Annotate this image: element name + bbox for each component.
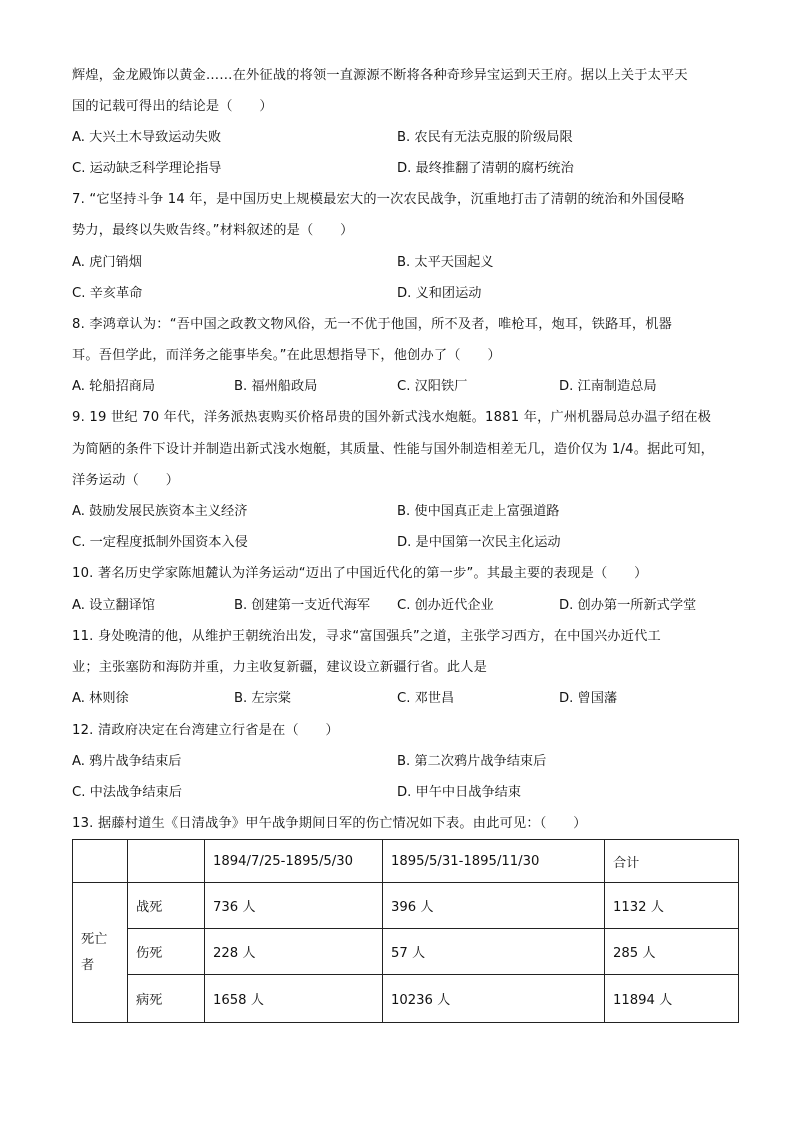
q11-option-d[interactable]: D. 曾国藩 <box>559 691 618 706</box>
q7-option-c[interactable]: C. 辛亥革命 <box>72 286 143 301</box>
table-cell: 10236 人 <box>383 975 605 1023</box>
table-cell: 1132 人 <box>605 883 739 929</box>
q12-options-row-2 <box>72 783 738 803</box>
q12-option-b[interactable]: B. 第二次鸦片战争结束后 <box>397 754 547 769</box>
q9-option-c[interactable]: C. 一定程度抵制外国资本入侵 <box>72 535 248 550</box>
q10-stem-line-1: 10. 著名历史学家陈旭麓认为洋务运动“迈出了中国近代化的第一步”。其最主要的表现是（ ） <box>72 566 648 581</box>
q10-option-d[interactable]: D. 创办第一所新式学堂 <box>559 598 697 613</box>
q9-option-d[interactable]: D. 是中国第一次民主化运动 <box>397 535 561 550</box>
table-row <box>73 929 739 975</box>
q12-options-row-1 <box>72 752 738 772</box>
table-header-cell: 1895/5/31-1895/11/30 <box>383 840 605 883</box>
q6-stem-line-1: 辉煌，金龙殿饰以黄金……在外征战的将领一直源源不断将各种奇珍异宝运到天王府。据以上关于太平天 <box>72 68 688 83</box>
q11-option-b[interactable]: B. 左宗棠 <box>234 691 291 706</box>
table-cell: 1658 人 <box>205 975 383 1023</box>
q10-option-b[interactable]: B. 创建第一支近代海军 <box>234 598 371 613</box>
table-cell: 228 人 <box>205 929 383 975</box>
table-header-cell <box>73 840 128 883</box>
q6-options-row-2 <box>72 159 738 179</box>
q9-stem-line-2: 为简陋的条件下设计并制造出新式浅水炮艇，其质量、性能与国外制造相差无几，造价仅为 1/4。据此可知， <box>72 442 715 457</box>
q11-stem-line-1: 11. 身处晚清的他，从维护王朝统治出发，寻求“富国强兵”之道，主张学习西方，在中国兴办近代工 <box>72 629 661 644</box>
q6-option-d[interactable]: D. 最终推翻了清朝的腐朽统治 <box>397 161 574 176</box>
q11-option-a[interactable]: A. 林则徐 <box>72 691 129 706</box>
table-row <box>73 883 739 929</box>
table-cell: 伤死 <box>128 929 205 975</box>
group-label: 死亡者 <box>81 931 108 973</box>
table-cell: 11894 人 <box>605 975 739 1023</box>
table-header-cell: 1894/7/25-1895/5/30 <box>205 840 383 883</box>
q7-options-row-2 <box>72 284 738 304</box>
table-cell: 396 人 <box>383 883 605 929</box>
q6-option-b[interactable]: B. 农民有无法克服的阶级局限 <box>397 130 573 145</box>
q13-stem-line-1: 13. 据藤村道生《日清战争》甲午战争期间日军的伤亡情况如下表。由此可见：（ ） <box>72 816 587 831</box>
q7-stem-line-2: 势力，最终以失败告终。”材料叙述的是（ ） <box>72 223 354 238</box>
q6-option-c[interactable]: C. 运动缺乏科学理论指导 <box>72 161 222 176</box>
q6-option-a[interactable]: A. 大兴土木导致运动失败 <box>72 130 222 145</box>
table-cell: 57 人 <box>383 929 605 975</box>
q6-stem-line-2: 国的记载可得出的结论是（ ） <box>72 99 273 114</box>
q12-option-c[interactable]: C. 中法战争结束后 <box>72 785 182 800</box>
q10-option-a[interactable]: A. 设立翻译馆 <box>72 598 156 613</box>
q8-stem-line-2: 耳。吾但学此，而洋务之能事毕矣。”在此思想指导下，他创办了（ ） <box>72 348 501 363</box>
q8-option-b[interactable]: B. 福州船政局 <box>234 379 318 394</box>
table-row <box>73 975 739 1023</box>
q12-option-d[interactable]: D. 甲午中日战争结束 <box>397 785 522 800</box>
group-label-cell <box>73 883 128 1023</box>
q12-stem-line-1: 12. 清政府决定在台湾建立行省是在（ ） <box>72 723 339 738</box>
q7-option-b[interactable]: B. 太平天国起义 <box>397 255 494 270</box>
q8-options-row <box>72 377 738 397</box>
table-cell: 285 人 <box>605 929 739 975</box>
q9-options-row-2 <box>72 533 738 553</box>
q9-option-b[interactable]: B. 使中国真正走上富强道路 <box>397 504 560 519</box>
q10-option-c[interactable]: C. 创办近代企业 <box>397 598 494 613</box>
q7-option-d[interactable]: D. 义和团运动 <box>397 286 482 301</box>
table-header-row <box>73 840 739 883</box>
table-header-cell <box>128 840 205 883</box>
q11-stem-line-2: 业；主张塞防和海防并重，力主收复新疆，建议设立新疆行省。此人是 <box>72 660 488 675</box>
q9-stem-line-3: 洋务运动（ ） <box>72 473 180 488</box>
q8-option-c[interactable]: C. 汉阳铁厂 <box>397 379 468 394</box>
casualty-table <box>72 839 739 1023</box>
table-cell: 病死 <box>128 975 205 1023</box>
q7-stem-line-1: 7. “它坚持斗争 14 年，是中国历史上规模最宏大的一次农民战争，沉重地打击了清朝的统治和外国侵略 <box>72 192 685 207</box>
q9-options-row-1 <box>72 502 738 522</box>
q11-options-row <box>72 689 738 709</box>
table-cell: 战死 <box>128 883 205 929</box>
q10-options-row <box>72 596 738 616</box>
q8-option-a[interactable]: A. 轮船招商局 <box>72 379 156 394</box>
q9-stem-line-1: 9. 19 世纪 70 年代，洋务派热衷购买价格昂贵的国外新式浅水炮艇。1881 年，广州机器局总办温子绍在极 <box>72 410 712 425</box>
q6-options-row-1 <box>72 128 738 148</box>
table-cell: 736 人 <box>205 883 383 929</box>
q7-option-a[interactable]: A. 虎门销烟 <box>72 255 142 270</box>
table-header-cell: 合计 <box>605 840 739 883</box>
q8-stem-line-1: 8. 李鸿章认为：“吾中国之政教文物风俗，无一不优于他国，所不及者，唯枪耳，炮耳，铁路耳，机器 <box>72 317 673 332</box>
q7-options-row-1 <box>72 253 738 273</box>
q9-option-a[interactable]: A. 鼓励发展民族资本主义经济 <box>72 504 248 519</box>
q8-option-d[interactable]: D. 江南制造总局 <box>559 379 657 394</box>
q12-option-a[interactable]: A. 鸦片战争结束后 <box>72 754 182 769</box>
q11-option-c[interactable]: C. 邓世昌 <box>397 691 455 706</box>
